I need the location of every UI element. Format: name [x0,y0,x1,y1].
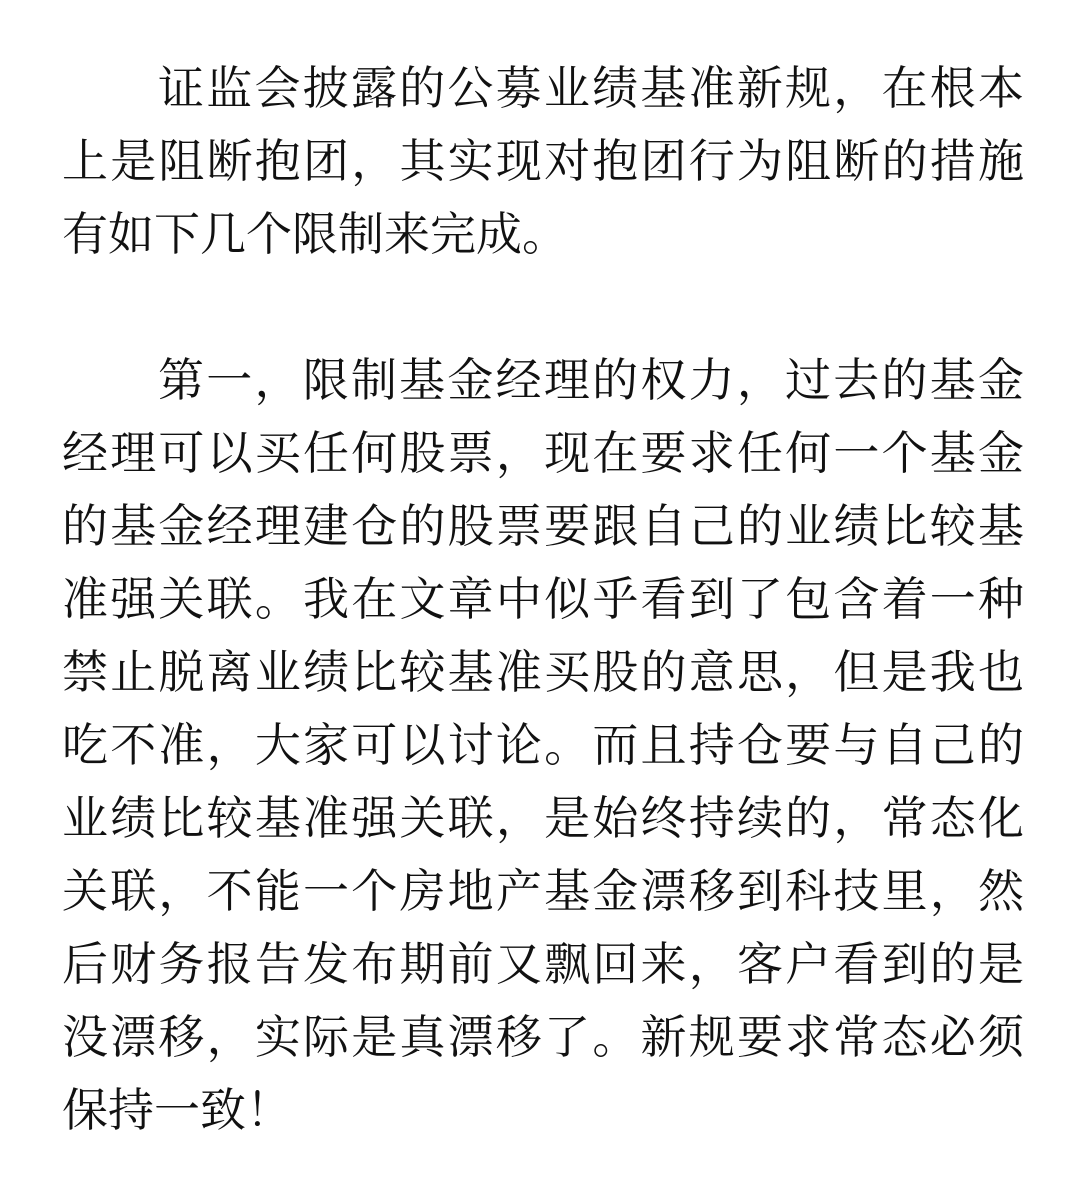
paragraph-intro: 证监会披露的公募业绩基准新规，在根本上是阻断抱团，其实现对抱团行为阻断的措施有如下几个限制来完成。 [62,61,1024,261]
document-body [62,52,1024,1147]
paragraph-first-point: 第一，限制基金经理的权力，过去的基金经理可以买任何股票，现在要求任何一个基金的基金经理建仓的股票要跟自己的业绩比较基准强关联。我在文章中似乎看到了包含着一种禁止脱离业绩比较基准买股的意思，但是我也吃不准，大家可以讨论。而且持仓要与自己的业绩比较基准强关联，是始终持续的，常态化关联，不能一个房地产基金漂移到科技里，然后财务报告发布期前又飘回来，客户看到的是没漂移，实际是真漂移了。新规要求常态必须保持一致！ [62,353,1024,1137]
